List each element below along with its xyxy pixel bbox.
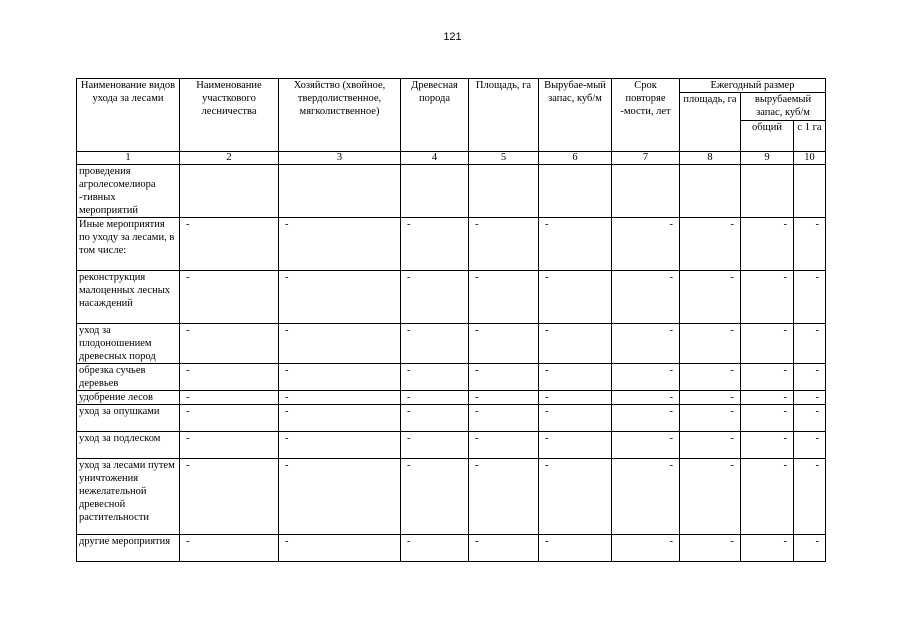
column-number: 10	[794, 152, 826, 165]
dash-value: -	[669, 433, 673, 444]
dash-value: -	[669, 272, 673, 283]
table-cell	[401, 218, 469, 271]
table-cell	[469, 271, 539, 324]
dash-value: -	[475, 406, 479, 417]
dash-value: -	[545, 272, 549, 283]
table-cell	[612, 405, 680, 432]
care-type-name: реконструкция малоценных лесных насаждений	[77, 271, 180, 324]
dash-value: -	[285, 460, 289, 471]
table-cell	[279, 324, 401, 364]
table-cell	[469, 535, 539, 562]
dash-value: -	[186, 219, 190, 230]
table-cell	[180, 218, 279, 271]
dash-value: -	[730, 272, 734, 283]
table-cell	[741, 391, 794, 405]
dash-value: -	[407, 325, 411, 336]
dash-value: -	[669, 365, 673, 376]
table-cell	[741, 364, 794, 391]
dash-value: -	[186, 536, 190, 547]
dash-value: -	[815, 325, 819, 336]
table-row	[77, 324, 826, 364]
table-cell	[680, 391, 741, 405]
dash-value: -	[407, 460, 411, 471]
dash-value: -	[285, 219, 289, 230]
care-type-name: Иные мероприятия по уходу за лесами, в том числе:	[77, 218, 180, 271]
table-cell	[469, 218, 539, 271]
dash-value: -	[730, 536, 734, 547]
table-cell	[741, 218, 794, 271]
dash-value: -	[186, 325, 190, 336]
dash-value: -	[407, 272, 411, 283]
table-cell	[680, 271, 741, 324]
table-cell	[401, 364, 469, 391]
table-cell	[741, 459, 794, 535]
table-cell	[794, 364, 826, 391]
table-cell	[279, 535, 401, 562]
dash-value: -	[475, 272, 479, 283]
table-cell	[180, 271, 279, 324]
table-cell	[612, 535, 680, 562]
dash-value: -	[186, 272, 190, 283]
care-type-name: удобрение лесов	[77, 391, 180, 405]
table-cell	[612, 364, 680, 391]
table-cell	[279, 459, 401, 535]
dash-value: -	[783, 272, 787, 283]
table-row	[77, 165, 826, 218]
dash-value: -	[545, 365, 549, 376]
table-cell	[401, 165, 469, 218]
table-cell	[741, 405, 794, 432]
header-annual-size: Ежегодный размер	[680, 79, 826, 93]
dash-value: -	[407, 365, 411, 376]
table-cell	[469, 432, 539, 459]
table-cell	[680, 535, 741, 562]
table-cell	[680, 165, 741, 218]
table-cell	[794, 324, 826, 364]
table-cell	[279, 271, 401, 324]
table-row	[77, 271, 826, 324]
dash-value: -	[669, 219, 673, 230]
table-cell	[539, 364, 612, 391]
dash-value: -	[669, 392, 673, 403]
table-cell	[612, 271, 680, 324]
dash-value: -	[669, 325, 673, 336]
dash-value: -	[545, 392, 549, 403]
dash-value: -	[475, 365, 479, 376]
table-cell	[539, 432, 612, 459]
column-number: 2	[180, 152, 279, 165]
dash-value: -	[730, 325, 734, 336]
table-cell	[741, 324, 794, 364]
dash-value: -	[669, 406, 673, 417]
dash-value: -	[730, 365, 734, 376]
table-cell	[741, 432, 794, 459]
dash-value: -	[783, 392, 787, 403]
table-cell	[794, 165, 826, 218]
table-cell	[469, 324, 539, 364]
table-cell	[180, 364, 279, 391]
column-number: 9	[741, 152, 794, 165]
table-row	[77, 364, 826, 391]
table-row	[77, 459, 826, 535]
table-cell	[680, 459, 741, 535]
dash-value: -	[407, 433, 411, 444]
header-species: Древесная порода	[401, 79, 469, 152]
dash-value: -	[815, 406, 819, 417]
table-cell	[680, 405, 741, 432]
table-cell	[680, 364, 741, 391]
dash-value: -	[475, 460, 479, 471]
header-annual-area: площадь, га	[680, 93, 741, 152]
table-cell	[469, 165, 539, 218]
table-cell	[401, 271, 469, 324]
table-cell	[794, 405, 826, 432]
header-annual-volume: вырубаемый запас, куб/м	[741, 93, 826, 121]
dash-value: -	[815, 536, 819, 547]
dash-value: -	[730, 219, 734, 230]
care-type-name: проведения агролесомелиора -тивных мероприятий	[77, 165, 180, 218]
table-cell	[539, 459, 612, 535]
table-cell	[279, 364, 401, 391]
dash-value: -	[783, 433, 787, 444]
table-cell	[794, 535, 826, 562]
table-cell	[612, 324, 680, 364]
table-cell	[279, 405, 401, 432]
header-area: Площадь, га	[469, 79, 539, 152]
dash-value: -	[407, 219, 411, 230]
table-cell	[539, 271, 612, 324]
table-cell	[680, 432, 741, 459]
dash-value: -	[815, 392, 819, 403]
dash-value: -	[545, 406, 549, 417]
dash-value: -	[545, 219, 549, 230]
dash-value: -	[545, 460, 549, 471]
dash-value: -	[783, 460, 787, 471]
dash-value: -	[783, 325, 787, 336]
header-volume-per-ha: с 1 га	[794, 121, 826, 152]
table-row	[77, 432, 826, 459]
dash-value: -	[475, 392, 479, 403]
table-cell	[539, 391, 612, 405]
column-number: 1	[77, 152, 180, 165]
table-cell	[539, 218, 612, 271]
table-cell	[539, 535, 612, 562]
dash-value: -	[285, 406, 289, 417]
header-cut-volume: Вырубае-мый запас, куб/м	[539, 79, 612, 152]
column-number: 5	[469, 152, 539, 165]
header-volume-total: общий	[741, 121, 794, 152]
column-number: 8	[680, 152, 741, 165]
table-cell	[401, 324, 469, 364]
table-cell	[180, 165, 279, 218]
column-number: 3	[279, 152, 401, 165]
dash-value: -	[815, 460, 819, 471]
dash-value: -	[285, 392, 289, 403]
table-cell	[741, 271, 794, 324]
table-row	[77, 391, 826, 405]
table-row	[77, 535, 826, 562]
dash-value: -	[407, 406, 411, 417]
care-type-name: уход за подлеском	[77, 432, 180, 459]
dash-value: -	[475, 219, 479, 230]
table-cell	[539, 405, 612, 432]
table-cell	[794, 218, 826, 271]
dash-value: -	[730, 460, 734, 471]
column-number: 6	[539, 152, 612, 165]
dash-value: -	[783, 365, 787, 376]
table-cell	[612, 165, 680, 218]
dash-value: -	[285, 325, 289, 336]
table-cell	[279, 218, 401, 271]
dash-value: -	[730, 433, 734, 444]
table-cell	[401, 459, 469, 535]
table-cell	[180, 459, 279, 535]
header-care-type: Наименование видов ухода за лесами	[77, 79, 180, 152]
table-cell	[469, 405, 539, 432]
dash-value: -	[186, 460, 190, 471]
table-row	[77, 218, 826, 271]
table-cell	[279, 432, 401, 459]
table-cell	[680, 324, 741, 364]
table-cell	[612, 391, 680, 405]
table-cell	[401, 535, 469, 562]
dash-value: -	[285, 272, 289, 283]
header-district: Наименование участкового лесничества	[180, 79, 279, 152]
care-type-name: обрезка сучьев деревьев	[77, 364, 180, 391]
table-cell	[279, 165, 401, 218]
column-number-row	[77, 152, 826, 165]
dash-value: -	[783, 536, 787, 547]
dash-value: -	[186, 433, 190, 444]
dash-value: -	[545, 325, 549, 336]
dash-value: -	[730, 392, 734, 403]
dash-value: -	[730, 406, 734, 417]
table-cell	[612, 432, 680, 459]
column-number: 7	[612, 152, 680, 165]
table-cell	[680, 218, 741, 271]
table-cell	[794, 459, 826, 535]
dash-value: -	[285, 365, 289, 376]
table-row	[77, 405, 826, 432]
table-cell	[469, 391, 539, 405]
care-type-name: уход за плодоношением древесных пород	[77, 324, 180, 364]
dash-value: -	[285, 536, 289, 547]
dash-value: -	[186, 365, 190, 376]
table-cell	[180, 535, 279, 562]
table-cell	[279, 391, 401, 405]
dash-value: -	[407, 536, 411, 547]
table-cell	[469, 364, 539, 391]
table-cell	[612, 218, 680, 271]
dash-value: -	[783, 219, 787, 230]
table-cell	[794, 271, 826, 324]
dash-value: -	[783, 406, 787, 417]
dash-value: -	[475, 536, 479, 547]
table-cell	[401, 432, 469, 459]
table-cell	[469, 459, 539, 535]
dash-value: -	[815, 433, 819, 444]
table-cell	[180, 432, 279, 459]
header-economy: Хозяйство (хвойное, твердолиственное, мягколиственное)	[279, 79, 401, 152]
table-cell	[612, 459, 680, 535]
dash-value: -	[815, 272, 819, 283]
header-repeat-period: Срок повторяе -мости, лет	[612, 79, 680, 152]
dash-value: -	[475, 433, 479, 444]
dash-value: -	[815, 219, 819, 230]
page-number: 121	[443, 31, 462, 43]
dash-value: -	[545, 536, 549, 547]
table-cell	[401, 391, 469, 405]
dash-value: -	[669, 460, 673, 471]
table-cell	[539, 165, 612, 218]
care-type-name: уход за опушками	[77, 405, 180, 432]
dash-value: -	[407, 392, 411, 403]
table-cell	[794, 432, 826, 459]
table-cell	[180, 391, 279, 405]
dash-value: -	[545, 433, 549, 444]
table-cell	[741, 535, 794, 562]
table-cell	[401, 405, 469, 432]
dash-value: -	[285, 433, 289, 444]
care-type-name: другие мероприятия	[77, 535, 180, 562]
dash-value: -	[186, 392, 190, 403]
table-cell	[539, 324, 612, 364]
column-number: 4	[401, 152, 469, 165]
table-cell	[180, 324, 279, 364]
dash-value: -	[815, 365, 819, 376]
care-type-name: уход за лесами путем уничтожения нежелательной древесной растительности	[77, 459, 180, 535]
table-cell	[794, 391, 826, 405]
dash-value: -	[186, 406, 190, 417]
table-cell	[180, 405, 279, 432]
dash-value: -	[475, 325, 479, 336]
dash-value: -	[669, 536, 673, 547]
forest-care-table	[76, 78, 826, 562]
table-cell	[741, 165, 794, 218]
